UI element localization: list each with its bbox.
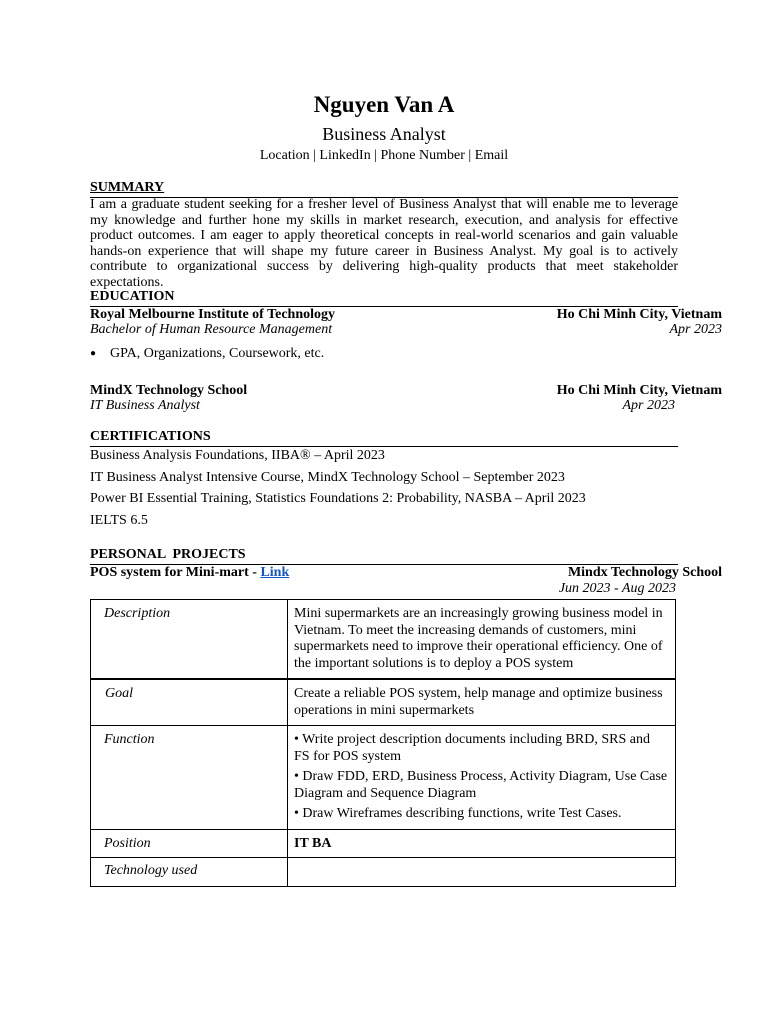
education-date: Apr 2023 [622,398,675,413]
project-title [90,565,289,581]
position-label: Position [91,829,288,858]
candidate-name: Nguyen Van A [313,92,455,117]
project-date: Jun 2023 - Aug 2023 [558,581,676,596]
technology-label: Technology used [91,858,288,887]
projects-heading: PERSONAL PROJECTS [90,547,678,565]
summary-title: SUMMARY [90,180,165,195]
summary-heading [90,180,678,198]
goal-value: Create a reliable POS system, help manage and optimize business operations in mini supermarkets [288,679,676,726]
certification-item: Business Analysis Foundations, IIBA® – April 2023 [90,448,385,463]
candidate-role: Business Analyst [322,124,446,144]
table-row [91,726,676,830]
project-name: POS system for Mini-mart [90,565,249,580]
education-heading: EDUCATION [90,289,678,307]
project-link[interactable]: Link [260,565,290,580]
certification-item: Power BI Essential Training, Statistics Foundations 2: Probability, NASBA – April 2023 [90,491,586,506]
certification-item: IELTS 6.5 [90,513,148,528]
education-bullet-text: GPA, Organizations, Coursework, etc. [110,346,325,361]
project-separator: - [248,565,261,580]
position-value: IT BA [288,829,676,858]
function-item: • Write project description documents including BRD, SRS and FS for POS system [294,732,650,764]
function-value [288,726,676,830]
education-school: Royal Melbourne Institute of Technology [90,307,336,322]
table-row [91,600,676,680]
project-table [90,599,676,887]
education-location: Ho Chi Minh City, Vietnam [556,307,722,322]
goal-label: Goal [91,679,288,726]
certifications-heading: CERTIFICATIONS [90,429,678,447]
description-label: Description [91,600,288,680]
function-item: • Draw FDD, ERD, Business Process, Activity Diagram, Use Case Diagram and Sequence Diagram [294,769,668,801]
education-date: Apr 2023 [669,322,722,337]
contact-line: Location | LinkedIn | Phone Number | Email [259,148,509,163]
summary-text: I am a graduate student seeking for a fresher level of Business Analyst that will enable me to leverage my knowledge and further hone my skills in market research, execution, and analysis for effective product outcomes. I am eager to apply theoretical concepts in real-world scenarios and gain valuable hands-on experience that will shape my future career in Business Analyst. My goal is to actively contribute to organizational success by delivering high-quality products that meet stakeholder expectations. [90,197,678,290]
education-school: MindX Technology School [90,383,248,398]
education-bullet [90,346,324,362]
technology-value [288,858,676,887]
table-row [91,679,676,726]
table-row [91,829,676,858]
description-value: Mini supermarkets are an increasingly growing business model in Vietnam. To meet the increasing demands of customers, mini supermarkets need to improve their operational efficiency. One of the important solutions is to deploy a POS system [288,600,676,680]
bullet-icon: ● [90,348,97,359]
project-organization: Mindx Technology School [567,565,722,580]
function-label: Function [91,726,288,830]
education-degree: IT Business Analyst [90,398,200,413]
table-row [91,858,676,887]
education-location: Ho Chi Minh City, Vietnam [556,383,722,398]
function-item: • Draw Wireframes describing functions, write Test Cases. [294,806,622,821]
certification-item: IT Business Analyst Intensive Course, MindX Technology School – September 2023 [90,470,565,485]
education-degree: Bachelor of Human Resource Management [90,322,333,337]
